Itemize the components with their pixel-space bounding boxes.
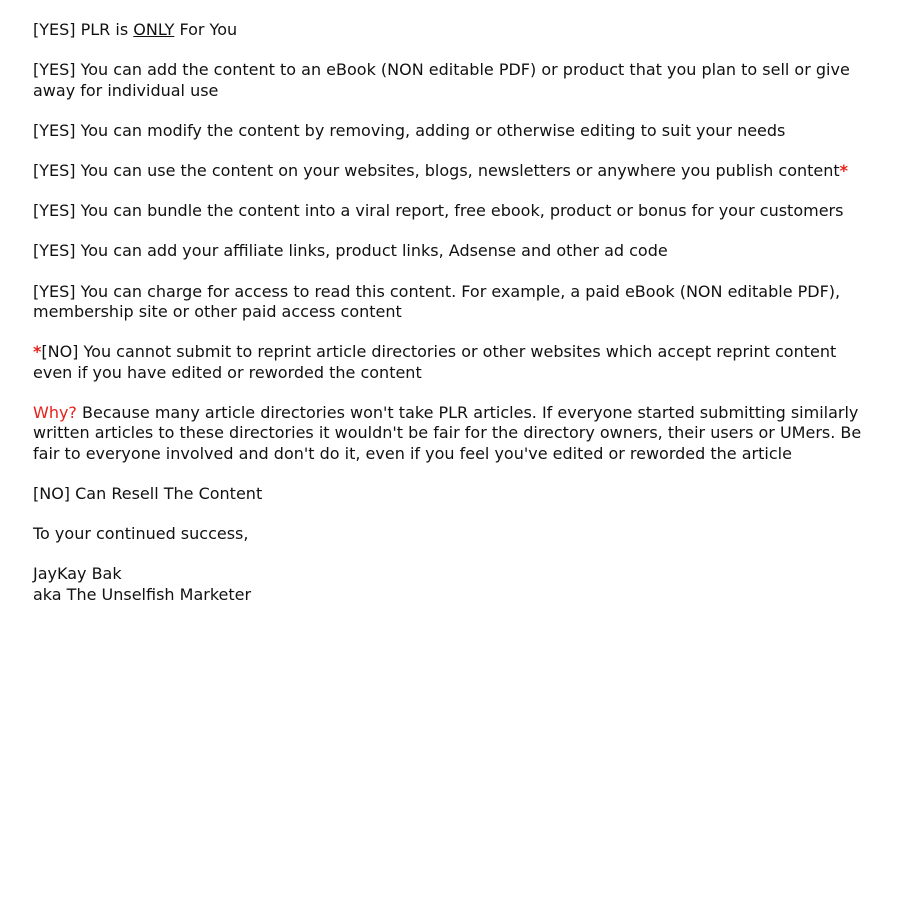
why-label: Why? xyxy=(33,402,77,422)
term-no-reprint-directories xyxy=(33,342,868,383)
term-modify-content: [YES] You can modify the content by removing, adding or otherwise editing to suit your needs xyxy=(33,120,786,140)
term-charge-access: [YES] You can charge for access to read this content. For example, a paid eBook (NON editable PDF), membership site or other paid access content xyxy=(33,281,841,322)
signature-aka: aka The Unselfish Marketer xyxy=(33,584,252,604)
asterisk-marker: * xyxy=(839,161,849,181)
license-terms-document xyxy=(33,20,868,625)
term-use-on-websites xyxy=(33,161,868,181)
why-explanation-text: Because many article directories won't take PLR articles. If everyone started submitting similarly written articles to these directories it wouldn't be fair for the directory owners, their users or UMers. Be fair to everyone involved and don't do it, even if you feel you've edited or reworded the article xyxy=(33,402,862,463)
term-plr-only-suffix: For You xyxy=(174,20,238,39)
term-plr-only-emphasis: ONLY xyxy=(133,20,175,39)
closing-line: To your continued success, xyxy=(33,524,249,544)
term-no-reprint-directories-text: [NO] You cannot submit to reprint article directories or other websites which accept reprint content even if you have edited or reworded the content xyxy=(33,342,837,382)
term-bundle-content: [YES] You can bundle the content into a viral report, free ebook, product or bonus for your customers xyxy=(33,201,844,221)
term-plr-only xyxy=(33,20,868,40)
term-add-to-ebook: [YES] You can add the content to an eBook (NON editable PDF) or product that you plan to sell or give away for individual use xyxy=(33,60,850,100)
term-affiliate-links: [YES] You can add your affiliate links, product links, Adsense and other ad code xyxy=(33,241,668,261)
signature-block xyxy=(33,564,868,605)
why-explanation xyxy=(33,403,868,464)
term-no-resell: [NO] Can Resell The Content xyxy=(33,483,263,503)
asterisk-marker: * xyxy=(33,342,42,362)
term-use-on-websites-text: [YES] You can use the content on your websites, blogs, newsletters or anywhere you publish content xyxy=(33,161,840,181)
signature-name: JayKay Bak xyxy=(33,564,122,584)
term-plr-only-prefix: [YES] PLR is xyxy=(33,20,134,39)
